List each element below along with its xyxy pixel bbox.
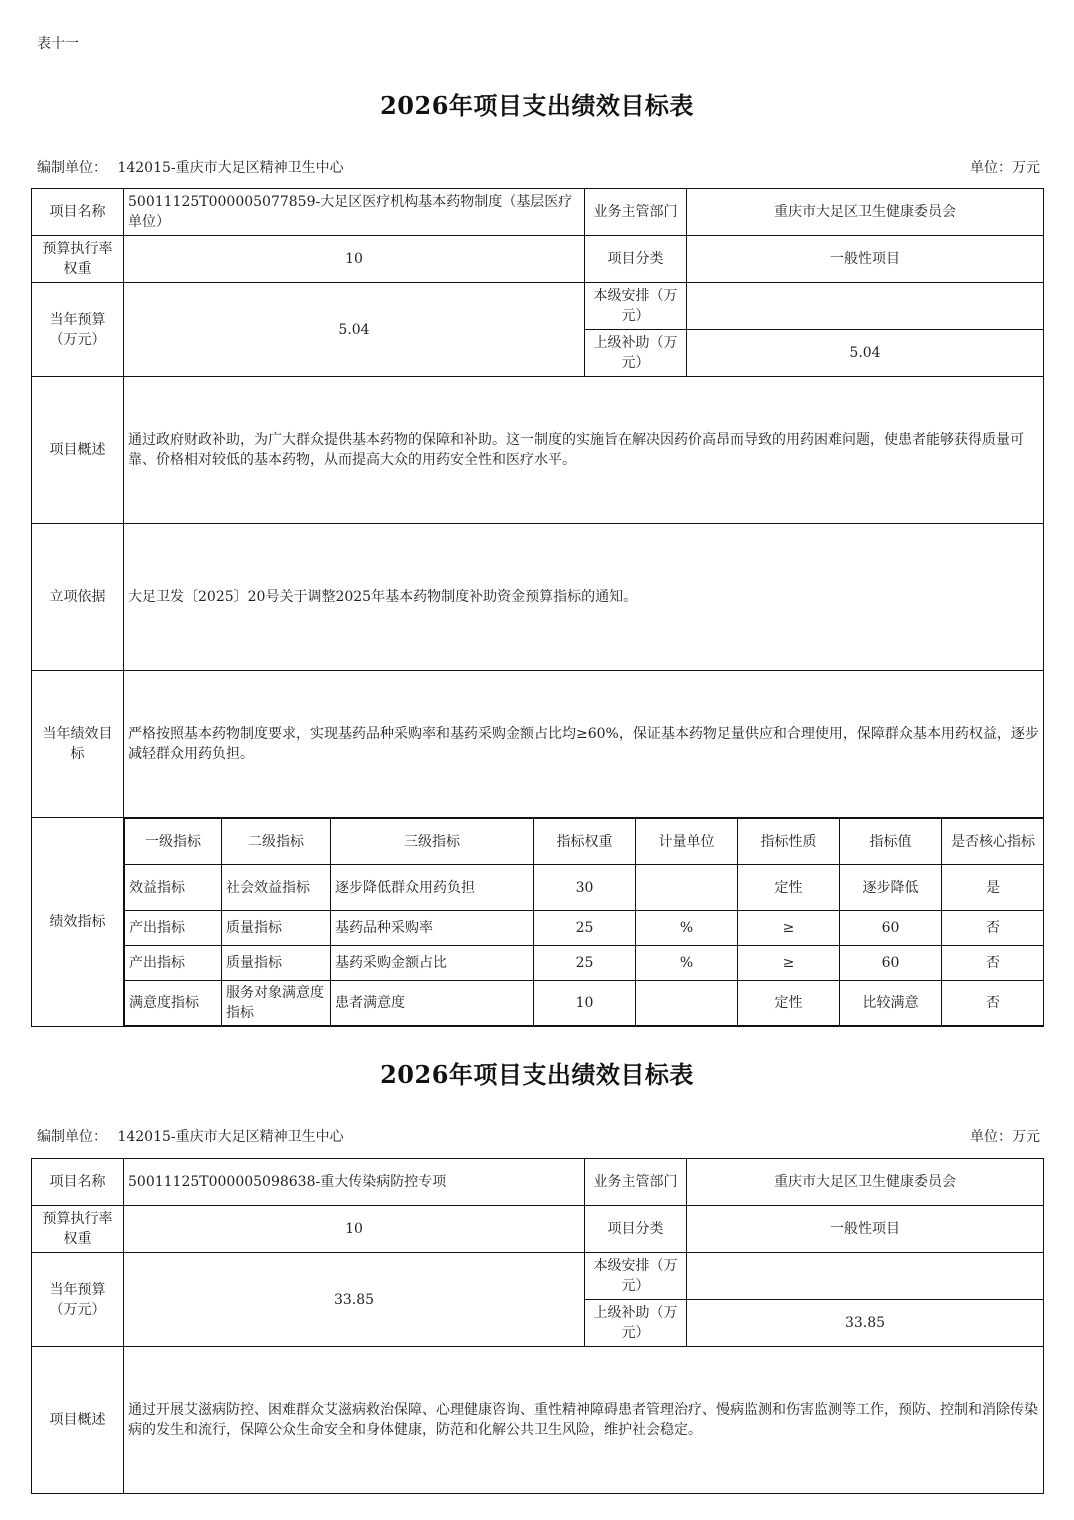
org-value: 142015-重庆市大足区精神卫生中心 — [117, 1129, 344, 1145]
basis-text: 大足卫发〔2025〕20号关于调整2025年基本药物制度补助资金预算指标的通知。 — [124, 524, 1044, 671]
cell-level3: 基药采购金额占比 — [331, 946, 534, 981]
page-label: 表十一 — [37, 36, 79, 52]
project-name-value: 50011125T000005077859-大足区医疗机构基本药物制度（基层医疗单位） — [124, 189, 585, 236]
cell-unit: % — [636, 911, 738, 946]
cell-weight: 25 — [534, 946, 636, 981]
cell-weight: 25 — [534, 911, 636, 946]
exec-weight-label: 预算执行率权重 — [32, 1206, 124, 1253]
cell-value: 60 — [840, 911, 942, 946]
org-line — [37, 157, 344, 177]
local-value — [687, 1253, 1044, 1300]
header-weight: 指标权重 — [534, 819, 636, 865]
table-row — [125, 865, 1044, 911]
overview-text: 通过开展艾滋病防控、困难群众艾滋病救治保障、心理健康咨询、重性精神障碍患者管理治疗、慢病监测和伤害监测等工作，预防、控制和消除传染病的发生和流行，保障公众生命安全和身体健康，防范和化解公共卫生风险，维护社会稳定。 — [124, 1347, 1044, 1494]
indicators-header-row — [125, 819, 1044, 865]
cell-level3: 逐步降低群众用药负担 — [331, 865, 534, 911]
header-level1: 一级指标 — [125, 819, 222, 865]
cell-core: 否 — [942, 981, 1044, 1026]
cell-level2: 质量指标 — [222, 946, 331, 981]
table-title: 2026年项目支出绩效目标表 — [380, 91, 694, 120]
upper-value: 33.85 — [687, 1300, 1044, 1347]
basis-label: 立项依据 — [32, 524, 124, 671]
cell-weight: 30 — [534, 865, 636, 911]
cell-core: 否 — [942, 911, 1044, 946]
local-label: 本级安排（万元） — [585, 283, 687, 330]
unit-label: 单位：万元 — [970, 160, 1040, 176]
goal-label: 当年绩效目标 — [32, 671, 124, 818]
exec-weight-value: 10 — [124, 1206, 585, 1253]
cell-level2: 质量指标 — [222, 911, 331, 946]
header-nature: 指标性质 — [738, 819, 840, 865]
overview-label: 项目概述 — [32, 377, 124, 524]
upper-label: 上级补助（万元） — [585, 1300, 687, 1347]
cell-nature: 定性 — [738, 865, 840, 911]
header-unit: 计量单位 — [636, 819, 738, 865]
cell-level1: 产出指标 — [125, 911, 222, 946]
cell-level1: 满意度指标 — [125, 981, 222, 1026]
header-value: 指标值 — [840, 819, 942, 865]
goal-text: 严格按照基本药物制度要求，实现基药品种采购率和基药采购金额占比均≥60%，保证基本药物足量供应和合理使用，保障群众基本用药权益，逐步减轻群众用药负担。 — [124, 671, 1044, 818]
upper-value: 5.04 — [687, 330, 1044, 377]
indicators-cell — [124, 818, 1044, 1027]
dept-label: 业务主管部门 — [585, 1159, 687, 1206]
indicators-table — [124, 818, 1044, 1026]
cell-level3: 基药品种采购率 — [331, 911, 534, 946]
header-level3: 三级指标 — [331, 819, 534, 865]
org-label: 编制单位： — [37, 1129, 107, 1145]
table-row — [125, 981, 1044, 1026]
category-value: 一般性项目 — [687, 1206, 1044, 1253]
cell-unit — [636, 865, 738, 911]
project-name-value: 50011125T000005098638-重大传染病防控专项 — [124, 1159, 585, 1206]
cell-unit: % — [636, 946, 738, 981]
upper-label: 上级补助（万元） — [585, 330, 687, 377]
org-line — [37, 1126, 344, 1146]
overview-text: 通过政府财政补助，为广大群众提供基本药物的保障和补助。这一制度的实施旨在解决因药价高昂而导致的用药困难问题，使患者能够获得质量可靠、价格相对较低的基本药物，从而提高大众的用药安全性和医疗水平。 — [124, 377, 1044, 524]
cell-core: 否 — [942, 946, 1044, 981]
table-row — [125, 946, 1044, 981]
cell-weight: 10 — [534, 981, 636, 1026]
cell-nature: ≥ — [738, 911, 840, 946]
header-level2: 二级指标 — [222, 819, 331, 865]
exec-weight-label: 预算执行率权重 — [32, 236, 124, 283]
cell-level3: 患者满意度 — [331, 981, 534, 1026]
budget-value: 5.04 — [124, 283, 585, 377]
unit-label: 单位：万元 — [970, 1129, 1040, 1145]
cell-value: 逐步降低 — [840, 865, 942, 911]
cell-level1: 效益指标 — [125, 865, 222, 911]
cell-nature: ≥ — [738, 946, 840, 981]
budget-value: 33.85 — [124, 1253, 585, 1347]
table-title: 2026年项目支出绩效目标表 — [380, 1060, 694, 1089]
budget-label: 当年预算（万元） — [32, 1253, 124, 1347]
cell-level2: 社会效益指标 — [222, 865, 331, 911]
local-value — [687, 283, 1044, 330]
exec-weight-value: 10 — [124, 236, 585, 283]
cell-value: 60 — [840, 946, 942, 981]
dept-label: 业务主管部门 — [585, 189, 687, 236]
cell-level1: 产出指标 — [125, 946, 222, 981]
category-value: 一般性项目 — [687, 236, 1044, 283]
project-name-label: 项目名称 — [32, 189, 124, 236]
indicators-label: 绩效指标 — [32, 818, 124, 1027]
local-label: 本级安排（万元） — [585, 1253, 687, 1300]
cell-nature: 定性 — [738, 981, 840, 1026]
cell-core: 是 — [942, 865, 1044, 911]
org-label: 编制单位： — [37, 160, 107, 176]
dept-value: 重庆市大足区卫生健康委员会 — [687, 1159, 1044, 1206]
cell-unit — [636, 981, 738, 1026]
category-label: 项目分类 — [585, 236, 687, 283]
overview-label: 项目概述 — [32, 1347, 124, 1494]
performance-table-2 — [31, 1158, 1044, 1494]
performance-table-1 — [31, 188, 1044, 1027]
dept-value: 重庆市大足区卫生健康委员会 — [687, 189, 1044, 236]
header-core: 是否核心指标 — [942, 819, 1044, 865]
project-name-label: 项目名称 — [32, 1159, 124, 1206]
cell-value: 比较满意 — [840, 981, 942, 1026]
table-row — [125, 911, 1044, 946]
category-label: 项目分类 — [585, 1206, 687, 1253]
cell-level2: 服务对象满意度指标 — [222, 981, 331, 1026]
budget-label: 当年预算（万元） — [32, 283, 124, 377]
org-value: 142015-重庆市大足区精神卫生中心 — [117, 160, 344, 176]
